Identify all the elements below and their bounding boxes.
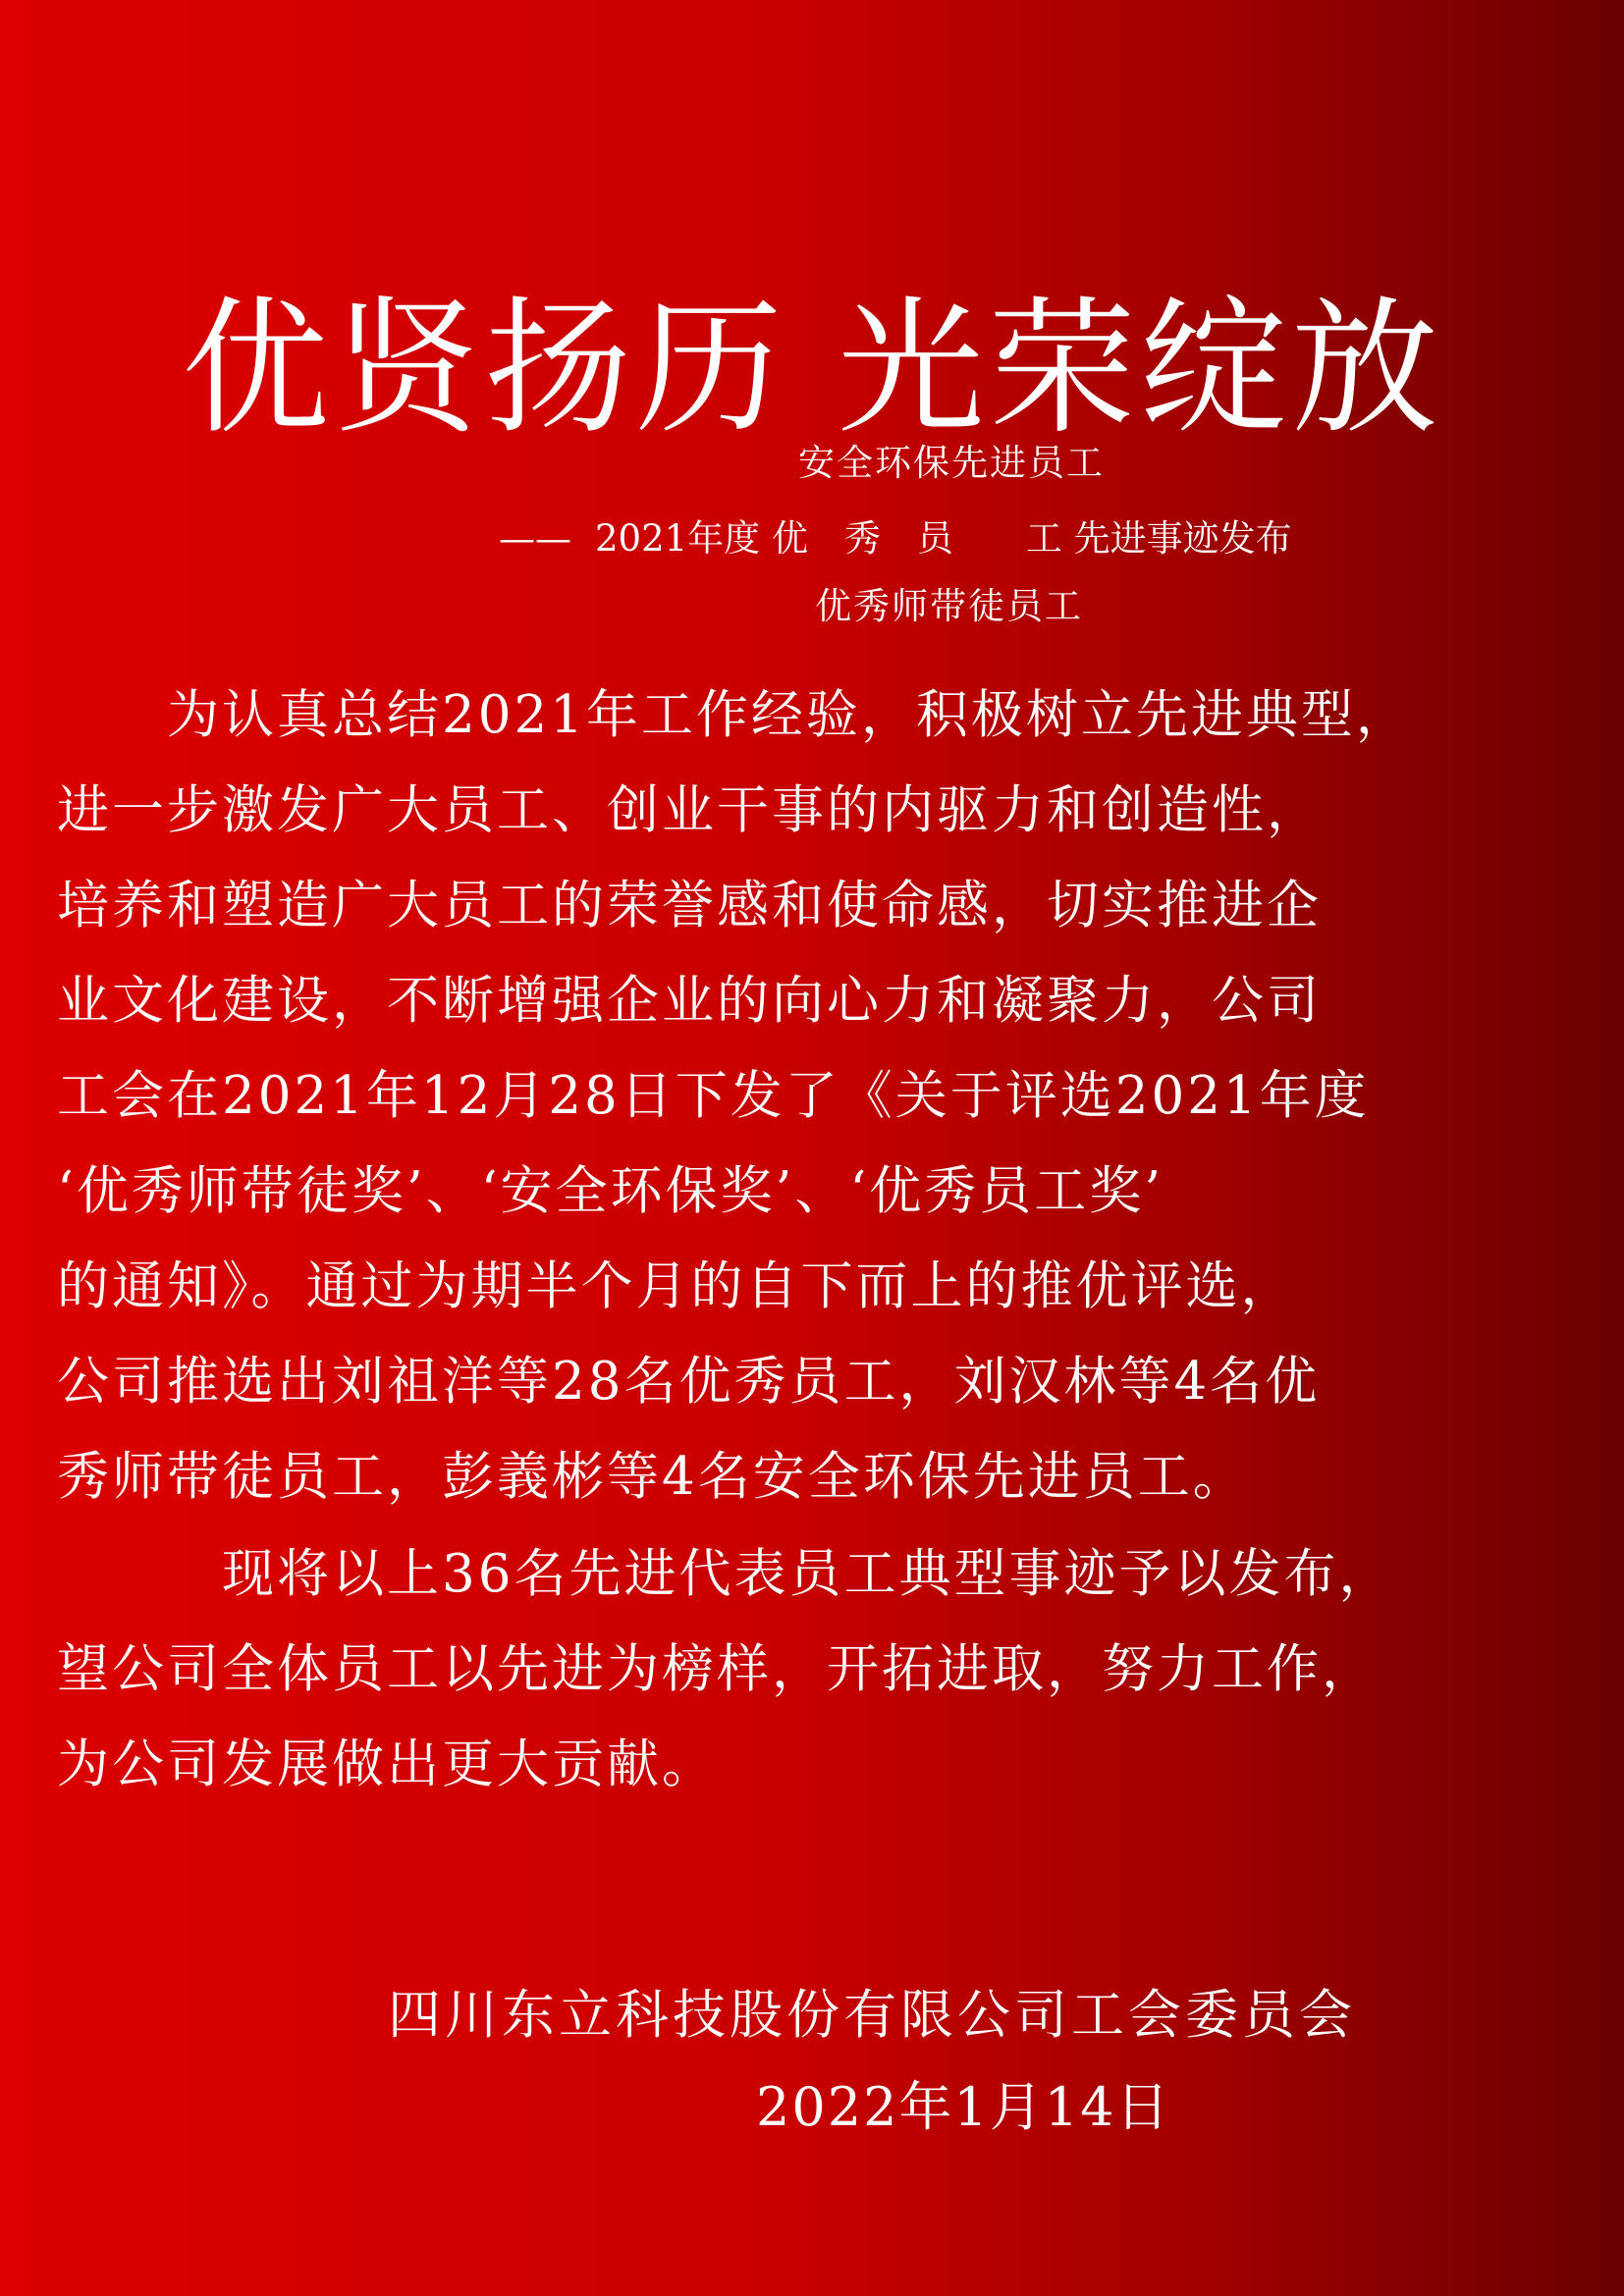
body-paragraph-2	[57, 1526, 1608, 1812]
body-line: 秀师带徒员工，彭義彬等4名安全环保先进员工。	[57, 1447, 1248, 1507]
body-line: 的通知》。通过为期半个月的自下而上的推优评选，	[57, 1256, 1296, 1316]
signature-date: 2022年1月14日	[756, 2076, 1171, 2138]
body-line: 进一步激发广大员工、创业干事的内驱力和创造性，	[57, 780, 1322, 840]
body-paragraph-1	[57, 667, 1608, 1524]
subtitle-release-text: 2021年度 优 秀 员 工 先进事迹发布	[595, 517, 1292, 560]
signature-organization: 四川东立科技股份有限公司工会委员会	[388, 1984, 1356, 2046]
body-line: 望公司全体员工以先进为榜样，开拓进取，努力工作，	[57, 1639, 1377, 1699]
body-line: 公司推选出刘祖洋等28名优秀员工，刘汉林等4名优	[57, 1352, 1321, 1412]
body-line: 工会在2021年12月28日下发了《关于评选2021年度	[57, 1066, 1370, 1126]
body-line: 现将以上36名先进代表员工典型事迹予以发布，	[57, 1544, 1394, 1604]
subtitle-dash: ——	[499, 517, 571, 560]
body-line: 业文化建设，不断增强企业的向心力和凝聚力，公司	[57, 971, 1322, 1031]
subtitle-main-line	[499, 517, 1292, 561]
body-line: 培养和塑造广大员工的荣誉感和使命感，切实推进企	[57, 876, 1322, 935]
body-line: 为公司发展做出更大贡献。	[57, 1735, 717, 1794]
body-line: 为认真总结2021年工作经验，积极树立先进典型，	[57, 685, 1411, 745]
body-line: ‘优秀师带徒奖’、‘安全环保奖’、‘优秀员工奖’	[57, 1161, 1164, 1221]
subtitle-mentor-award: 优秀师带徒员工	[815, 585, 1083, 627]
page-title: 优贤扬历 光荣绽放	[182, 283, 1442, 454]
subtitle-safety-award: 安全环保先进员工	[798, 442, 1105, 484]
